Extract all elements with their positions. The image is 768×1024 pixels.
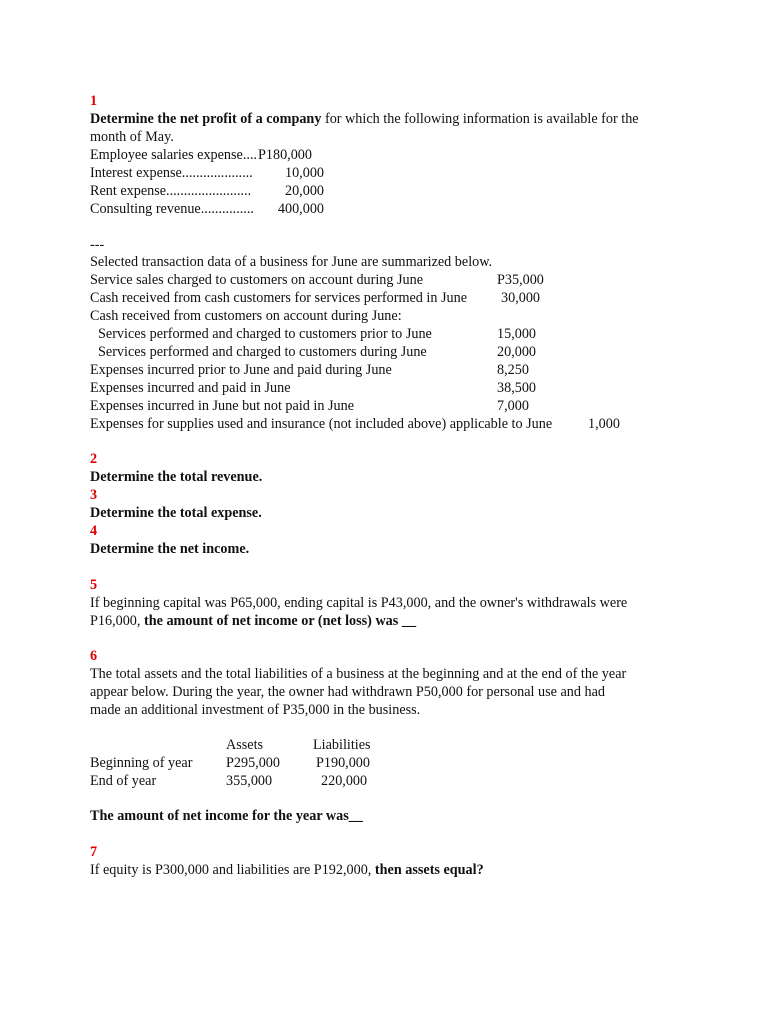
june-row-value: 30,000 [501, 290, 541, 306]
q1-lead-line [90, 110, 639, 128]
q6-line3: made an additional investment of P35,000 in the business. [90, 702, 421, 718]
june-row-value: 38,500 [497, 380, 537, 396]
q1-item-value: 20,000 [284, 183, 324, 199]
q7-line [90, 861, 484, 879]
june-row-label: Service sales charged to customers on account during June [90, 272, 424, 288]
q1-item-value: 10,000 [284, 165, 324, 181]
table-cell-liabilities: P190,000 [316, 755, 370, 771]
june-row-label: Cash received from cash customers for services performed in June [90, 290, 468, 306]
q5-line1: If beginning capital was P65,000, ending capital is P43,000, and the owner's withdrawals were [90, 595, 628, 611]
q1-item-label: Interest expense.................... [90, 165, 253, 181]
q3-number: 3 [90, 487, 98, 503]
june-row-value: P35,000 [497, 272, 544, 288]
june-row-value: 15,000 [497, 326, 537, 342]
q7-number: 7 [90, 844, 98, 860]
table-cell-assets: 355,000 [226, 773, 273, 789]
q6-line2: appear below. During the year, the owner had withdrawn P50,000 for personal use and had [90, 684, 606, 700]
q4-text: Determine the net income. [90, 541, 250, 557]
june-row-value: 7,000 [497, 398, 529, 414]
june-row-value: 1,000 [588, 416, 620, 432]
q5-line2-plain: P16,000, [90, 613, 144, 629]
q3-text: Determine the total expense. [90, 505, 262, 521]
q6-number: 6 [90, 648, 98, 664]
q1-item-value: P180,000 [258, 147, 312, 163]
june-row-value: 20,000 [497, 344, 537, 360]
q1-lead-bold: Determine the net profit of a company [90, 111, 322, 127]
table-cell-assets: P295,000 [226, 755, 280, 771]
q7-plain: If equity is P300,000 and liabilities are P192,000, [90, 862, 375, 878]
q1-item-value: 400,000 [277, 201, 324, 217]
june-row-value: 8,250 [497, 362, 529, 378]
june-row-label: Services performed and charged to customers prior to June [98, 326, 432, 342]
table-header-assets: Assets [226, 737, 264, 753]
q2-number: 2 [90, 451, 98, 467]
june-row-label: Services performed and charged to customers during June [98, 344, 427, 360]
june-intro: Selected transaction data of a business for June are summarized below. [90, 254, 493, 270]
q7-bold: then assets equal? [374, 862, 484, 878]
june-row-label: Expenses incurred and paid in June [90, 380, 291, 396]
q1-item-label: Employee salaries expense.... [90, 147, 258, 163]
q5-line2 [90, 612, 416, 630]
table-row-label: End of year [90, 773, 157, 789]
q6-line1: The total assets and the total liabilities of a business at the beginning and at the end of the year [90, 666, 627, 682]
q5-line2-bold: the amount of net income or (net loss) was __ [144, 613, 417, 629]
q1-lead-rest: for which the following information is available for the [321, 111, 639, 127]
separator: --- [90, 237, 105, 253]
table-row-label: Beginning of year [90, 755, 193, 771]
q6-question: The amount of net income for the year was__ [90, 808, 363, 824]
q4-number: 4 [90, 523, 98, 539]
q1-item-label: Consulting revenue............... [90, 201, 254, 217]
june-row-label: Cash received from customers on account during June: [90, 308, 402, 324]
june-row-label: Expenses incurred prior to June and paid during June [90, 362, 392, 378]
june-row-label: Expenses incurred in June but not paid in June [90, 398, 354, 414]
q1-item-label: Rent expense........................ [90, 183, 252, 199]
q5-number: 5 [90, 577, 98, 593]
june-row-label: Expenses for supplies used and insurance (not included above) applicable to June [90, 416, 553, 432]
q1-lead-cont: month of May. [90, 129, 174, 145]
table-header-liabilities: Liabilities [313, 737, 371, 753]
q2-text: Determine the total revenue. [90, 469, 263, 485]
table-cell-liabilities: 220,000 [321, 773, 368, 789]
q1-number: 1 [90, 93, 98, 109]
